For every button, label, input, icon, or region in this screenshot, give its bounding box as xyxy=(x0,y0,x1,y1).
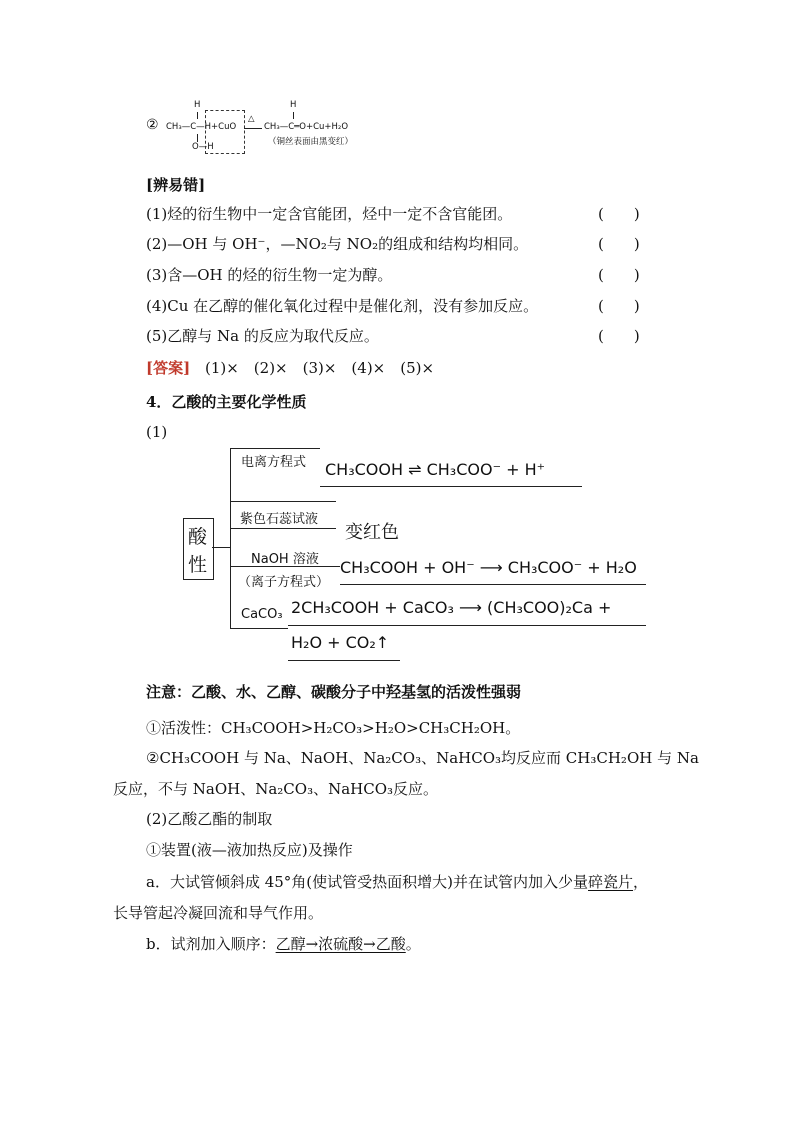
box-connector xyxy=(212,547,230,548)
answer-row xyxy=(146,358,434,378)
right-h-top: H xyxy=(290,100,297,110)
list-item-4: (4)Cu 在乙醇的催化氧化过程中是催化剂，没有参加反应。 xyxy=(146,297,539,315)
step-a-underlined: 碎瓷片 xyxy=(588,873,634,891)
right-bond-up xyxy=(293,112,294,119)
branch-1-underline xyxy=(320,486,582,487)
note-title: 注意：乙酸、水、乙醇、碳酸分子中羟基氢的活泼性强弱 xyxy=(146,683,522,701)
section-4-sub-2: (2)乙酸乙酯的制取 xyxy=(146,810,273,828)
branch-4-line xyxy=(230,628,288,629)
answer-paren-1: ( ) xyxy=(598,205,640,223)
reaction-marker: ② xyxy=(146,117,159,133)
left-bond-down xyxy=(197,134,198,142)
note-2a: ②CH₃COOH 与 Na、NaOH、Na₂CO₃、NaHCO₃均反应而 CH₃CH₂OH 与 Na xyxy=(146,749,699,767)
branch-1-eq: CH₃COOH ⇌ CH₃COO⁻ + H⁺ xyxy=(325,460,546,479)
step-a-line-2: 长导管起冷凝回流和导气作用。 xyxy=(113,904,324,922)
branch-1-line xyxy=(230,448,320,449)
trunk xyxy=(230,448,231,628)
branch-2-underline xyxy=(230,528,336,529)
left-o-h: O—H xyxy=(192,142,214,152)
branch-4-underline xyxy=(288,625,646,626)
step-a-pre: a．大试管倾斜成 45°角(使试管受热面积增大)并在试管内加入少量 xyxy=(146,873,589,891)
reaction-arrow xyxy=(244,128,262,129)
step-a-post: ， xyxy=(633,873,649,891)
branch-3-eq: CH₃COOH + OH⁻ ⟶ CH₃COO⁻ + H₂O xyxy=(340,558,637,577)
dashed-box xyxy=(205,110,245,154)
branch-4-underline-2 xyxy=(288,660,400,661)
list-item-2: (2)—OH 与 OH⁻，—NO₂与 NO₂的组成和结构均相同。 xyxy=(146,235,529,253)
arrow-label: △ xyxy=(248,114,255,124)
answer-paren-3: ( ) xyxy=(598,266,640,284)
branch-3-underline xyxy=(340,584,646,585)
branch-3-label: NaOH 溶液 xyxy=(251,552,319,567)
branch-3-label-2: （离子方程式） xyxy=(238,575,330,590)
step-b-post: 。 xyxy=(405,935,421,953)
acid-box-char-2: 性 xyxy=(188,554,208,576)
left-bond-up xyxy=(197,112,198,119)
left-chain: CH₃—C—H+CuO xyxy=(166,122,237,132)
step-b-line xyxy=(146,934,421,954)
device-title: ①装置(液—液加热反应)及操作 xyxy=(146,841,353,859)
answer-text: (1)× (2)× (3)× (4)× (5)× xyxy=(204,359,435,377)
answer-paren-4: ( ) xyxy=(598,297,640,315)
reaction-note: （铜丝表面由黑变红） xyxy=(268,137,354,147)
bianyicuo-heading: [辨易错] xyxy=(146,176,206,194)
step-b-pre: b．试剂加入顺序： xyxy=(146,935,276,953)
list-item-3: (3)含—OH 的烃的衍生物一定为醇。 xyxy=(146,266,393,284)
branch-2-eq: 变红色 xyxy=(345,522,399,543)
left-h-top: H xyxy=(194,100,201,110)
list-item-1: (1)烃的衍生物中一定含官能团，烃中一定不含官能团。 xyxy=(146,205,513,223)
section-4-sub-1: (1) xyxy=(146,423,168,441)
branch-4-eq-2: H₂O + CO₂↑ xyxy=(291,633,390,652)
note-2b: 反应，不与 NaOH、Na₂CO₃、NaHCO₃反应。 xyxy=(113,780,439,798)
branch-2-line xyxy=(230,501,336,502)
acid-box-char-1: 酸 xyxy=(188,526,208,548)
answer-label: [答案] xyxy=(146,359,191,377)
answer-paren-5: ( ) xyxy=(598,327,640,345)
step-b-underlined: 乙醇→浓硫酸→乙酸 xyxy=(275,935,406,953)
branch-1-label: 电离方程式 xyxy=(241,455,307,470)
branch-4-eq-1: 2CH₃COOH + CaCO₃ ⟶ (CH₃COO)₂Ca + xyxy=(291,598,612,617)
answer-paren-2: ( ) xyxy=(598,235,640,253)
branch-2-label: 紫色石蕊试液 xyxy=(240,512,319,527)
list-item-5: (5)乙醇与 Na 的反应为取代反应。 xyxy=(146,327,379,345)
right-chain: CH₃—C═O+Cu+H₂O xyxy=(264,122,349,132)
section-4-title: 4．乙酸的主要化学性质 xyxy=(146,393,307,411)
branch-4-label: CaCO₃ xyxy=(241,607,283,622)
branch-3-line xyxy=(230,566,340,567)
step-a-line-1 xyxy=(146,872,648,892)
note-1: ①活泼性：CH₃COOH>H₂CO₃>H₂O>CH₃CH₂OH。 xyxy=(146,719,521,737)
